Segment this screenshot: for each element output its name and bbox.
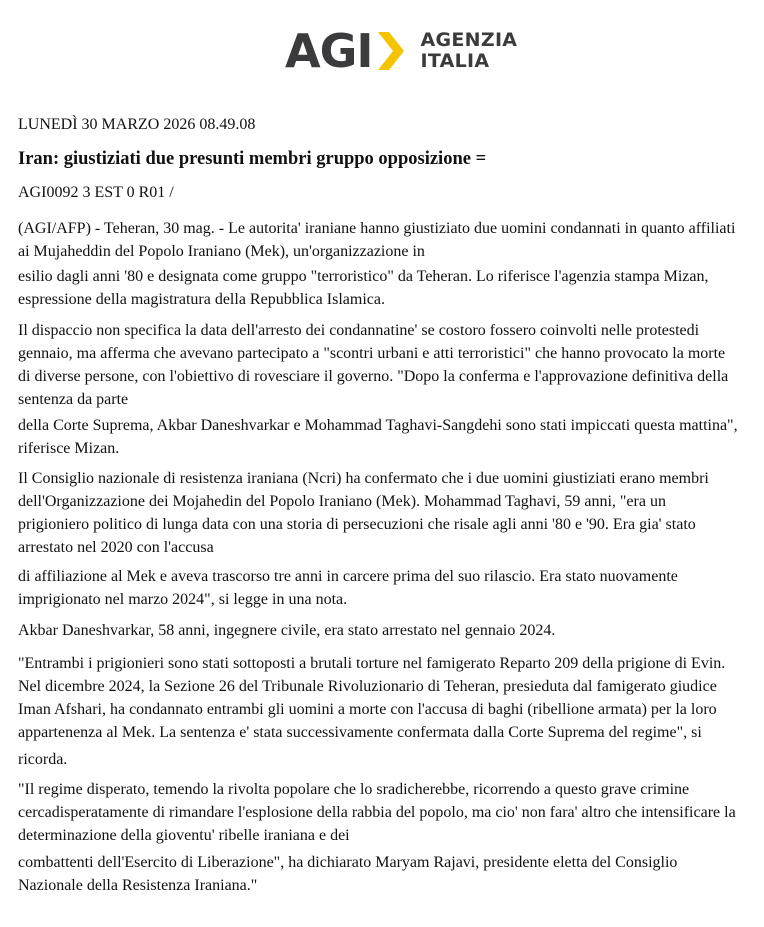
text-line: gennaio, ma afferma che avevano partecipato a "scontri urbani e atti terroristici" che hanno provocato la morte — [18, 345, 726, 362]
paragraph-7 — [18, 619, 748, 642]
text-line: Il dispaccio non specifica la data dell'arresto dei condannatine' se costoro fossero coinvolti nelle protestedi — [18, 322, 700, 339]
paragraph-2 — [18, 265, 748, 311]
paragraph-10 — [18, 778, 748, 847]
text-line: sentenza da parte — [18, 391, 129, 408]
text-line: "Entrambi i prigionieri sono stati sottoposti a brutali torture nel famigerato Reparto 209 della prigione di Evin. — [18, 655, 726, 672]
article-dateline: LUNEDÌ 30 MARZO 2026 08.49.08 — [18, 116, 256, 133]
text-line: "Il regime disperato, temendo la rivolta popolare che lo sradicherebbe, ricorrendo a questo grave crimine — [18, 781, 690, 798]
text-line: ai Mujaheddin del Popolo Iraniano (Mek), un'organizzazione in — [18, 243, 425, 260]
paragraph-11 — [18, 851, 748, 897]
paragraph-5 — [18, 467, 748, 559]
logo-chevron-icon — [376, 30, 406, 72]
text-line: Akbar Daneshvarkar, 58 anni, ingegnere civile, era stato arrestato nel gennaio 2024. — [18, 622, 556, 639]
text-line: (AGI/AFP) - Teheran, 30 mag. - Le autorita' iraniane hanno giustiziato due uomini condannati in quanto affiliati — [18, 220, 736, 237]
text-line: riferisce Mizan. — [18, 440, 120, 457]
logo-line-1: AGENZIA — [420, 29, 518, 51]
paragraph-1 — [18, 217, 748, 263]
text-line: arrestato nel 2020 con l'accusa — [18, 539, 214, 556]
text-line: di affiliazione al Mek e aveva trascorso tre anni in carcere prima del suo rilascio. Era stato nuovamente — [18, 568, 678, 585]
text-line: ricorda. — [18, 751, 68, 768]
paragraph-8 — [18, 652, 748, 744]
text-line: Nazionale della Resistenza Iraniana." — [18, 877, 258, 894]
text-line: appartenenza al Mek. La sentenza e' stata successivamente confermata dalla Corte Suprema del regime", si — [18, 724, 702, 741]
text-line: cercadisperatamente di rimandare l'esplosione della rabbia del popolo, ma cio' non fara' altro che intensificare la — [18, 804, 736, 821]
paragraph-9 — [18, 748, 748, 771]
logo-line-2: ITALIA — [420, 50, 490, 72]
article-headline: Iran: giustiziati due presunti membri gruppo opposizione = — [18, 149, 487, 169]
text-line: esilio dagli anni '80 e designata come gruppo "terroristico" da Teheran. Lo riferisce l'agenzia stampa Mizan, — [18, 268, 709, 285]
text-line: prigioniero politico di lunga data con una storia di persecuzioni che risale agli anni '80 e '90. Era gia' stato — [18, 516, 696, 533]
text-line: Il Consiglio nazionale di resistenza iraniana (Ncri) ha confermato che i due uomini giustiziati erano membri — [18, 470, 709, 487]
text-line: Nel dicembre 2024, la Sezione 26 del Tribunale Rivoluzionario di Teheran, presieduta dal famigerato giudice — [18, 678, 717, 695]
paragraph-4 — [18, 414, 748, 460]
text-line: Iman Afshari, ha condannato entrambi gli uomini a morte con l'accusa di baghi (ribellione armata) per la loro — [18, 701, 717, 718]
text-line: combattenti dell'Esercito di Liberazione", ha dichiarato Maryam Rajavi, presidente eletta del Consiglio — [18, 854, 678, 871]
text-line: della Corte Suprema, Akbar Daneshvarkar e Mohammad Taghavi-Sangdehi sono stati impiccati questa mattina", — [18, 417, 738, 434]
logo-mark: AGI — [285, 24, 373, 78]
text-line: dell'Organizzazione dei Mojahedin del Popolo Iraniano (Mek). Mohammad Taghavi, 59 anni, "era un — [18, 493, 666, 510]
paragraph-6 — [18, 565, 748, 611]
chevron-shape — [378, 32, 404, 70]
text-line: espressione della magistratura della Repubblica Islamica. — [18, 291, 385, 308]
text-line: determinazione della gioventu' ribelle iraniana e dei — [18, 827, 350, 844]
text-line: di diverse persone, con l'obiettivo di rovesciare il governo. "Dopo la conferma e l'approvazione definitiva della — [18, 368, 729, 385]
article-code: AGI0092 3 EST 0 R01 / — [18, 184, 174, 201]
logo-wordmark — [420, 30, 517, 72]
agi-logo — [285, 24, 518, 78]
text-line: imprigionato nel marzo 2024", si legge in una nota. — [18, 591, 348, 608]
paragraph-3 — [18, 319, 748, 411]
